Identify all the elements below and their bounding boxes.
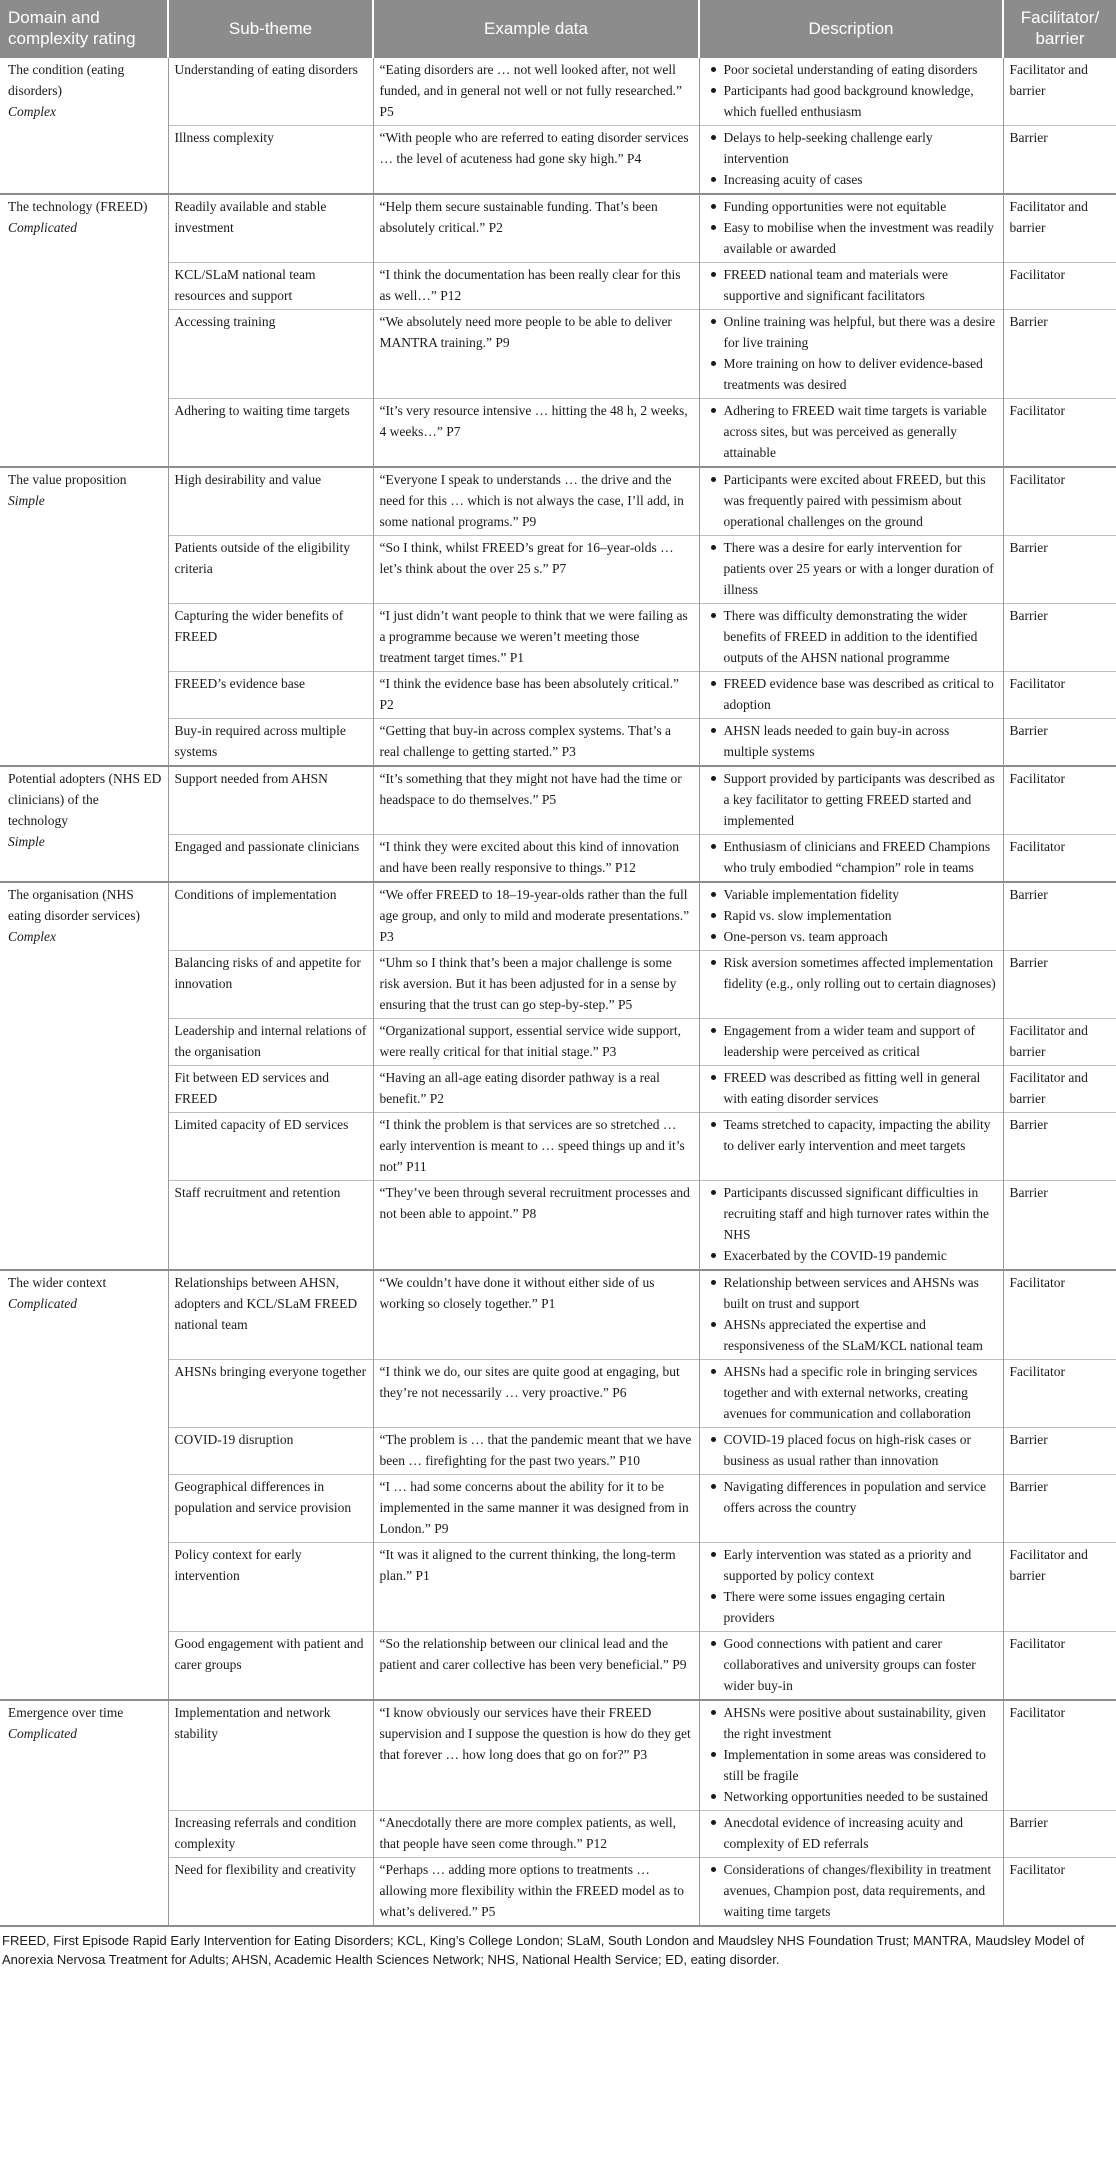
description-cell (699, 1543, 1003, 1632)
example-quote-cell: “I just didn’t want people to think that we were failing as a programme because we weren’t meeting those treatment target times.” P1 (373, 604, 699, 672)
complexity-rating: Complicated (8, 1726, 77, 1741)
description-cell (699, 1270, 1003, 1360)
sub-theme-cell: Balancing risks of and appetite for innovation (168, 951, 373, 1019)
table-row (0, 719, 1116, 767)
description-bullet: Funding opportunities were not equitable (724, 196, 997, 217)
description-bullet: Rapid vs. slow implementation (724, 905, 997, 926)
sub-theme-cell: Limited capacity of ED services (168, 1113, 373, 1181)
description-cell (699, 194, 1003, 263)
description-bullet: Good connections with patient and carer collaboratives and university groups can foster wider buy-in (724, 1633, 997, 1696)
description-cell (699, 951, 1003, 1019)
description-bullet: Variable implementation fidelity (724, 884, 997, 905)
description-cell (699, 1475, 1003, 1543)
domain-name: The organisation (NHS eating disorder services) (8, 887, 140, 923)
table-row (0, 1360, 1116, 1428)
description-bullet: Increasing acuity of cases (724, 169, 997, 190)
sub-theme-cell: Relationships between AHSN, adopters and KCL/SLaM FREED national team (168, 1270, 373, 1360)
facilitator-barrier-cell: Barrier (1003, 1113, 1116, 1181)
domain-cell (0, 57, 168, 194)
description-bullet: Adhering to FREED wait time targets is variable across sites, but was perceived as generally attainable (724, 400, 997, 463)
example-quote-cell: “I know obviously our services have their FREED supervision and I suppose the question is how do they get that forever … how long does that go on for?” P3 (373, 1700, 699, 1811)
complexity-rating: Simple (8, 834, 45, 849)
table-footnote: FREED, First Episode Rapid Early Intervention for Eating Disorders; KCL, King’s College London; SLaM, South London and Maudsley NHS Foundation Trust; MANTRA, Maudsley Model of Anorexia Nervosa Treatment for Adults; AHSN, Academic Health Sciences Network; NHS, National Health Service; ED, eating disorder. (0, 1925, 1116, 1969)
description-list (706, 605, 997, 668)
facilitator-barrier-cell: Facilitator (1003, 1700, 1116, 1811)
example-quote-cell: “I think the evidence base has been absolutely critical.” P2 (373, 672, 699, 719)
description-cell (699, 399, 1003, 468)
facilitator-barrier-cell: Barrier (1003, 536, 1116, 604)
complexity-rating: Complex (8, 929, 56, 944)
facilitator-barrier-cell: Facilitator and barrier (1003, 194, 1116, 263)
description-list (706, 1429, 997, 1471)
table-row (0, 126, 1116, 195)
table-row (0, 1811, 1116, 1858)
sub-theme-cell: COVID-19 disruption (168, 1428, 373, 1475)
description-list (706, 1020, 997, 1062)
table-row (0, 1181, 1116, 1271)
description-cell (699, 672, 1003, 719)
domain-name: The technology (FREED) (8, 199, 148, 214)
description-list (706, 469, 997, 532)
description-bullet: There was a desire for early intervention for patients over 25 years or with a longer duration of illness (724, 537, 997, 600)
domain-cell (0, 1700, 168, 1925)
sub-theme-cell: Conditions of implementation (168, 882, 373, 951)
complexity-rating: Simple (8, 493, 45, 508)
facilitator-barrier-cell: Facilitator and barrier (1003, 1019, 1116, 1066)
description-bullet: Enthusiasm of clinicians and FREED Champions who truly embodied “champion” role in teams (724, 836, 997, 878)
description-list (706, 1702, 997, 1807)
example-quote-cell: “Eating disorders are … not well looked after, not well funded, and in general not well or not fully researched.” P5 (373, 57, 699, 126)
domain-name: The value proposition (8, 472, 127, 487)
description-bullet: Participants discussed significant difficulties in recruiting staff and high turnover rates within the NHS (724, 1182, 997, 1245)
description-cell (699, 126, 1003, 195)
example-quote-cell: “It’s something that they might not have had the time or headspace to do themselves.” P5 (373, 766, 699, 835)
description-cell (699, 766, 1003, 835)
domain-cell (0, 882, 168, 1270)
description-list (706, 673, 997, 715)
facilitator-barrier-cell: Facilitator and barrier (1003, 1066, 1116, 1113)
description-list (706, 952, 997, 994)
example-quote-cell: “Getting that buy-in across complex systems. That’s a real challenge to getting started.” P3 (373, 719, 699, 767)
sub-theme-cell: Illness complexity (168, 126, 373, 195)
description-list (706, 537, 997, 600)
example-quote-cell: “We absolutely need more people to be able to deliver MANTRA training.” P9 (373, 310, 699, 399)
example-quote-cell: “With people who are referred to eating disorder services … the level of acuteness had gone sky high.” P4 (373, 126, 699, 195)
description-bullet: One-person vs. team approach (724, 926, 997, 947)
description-list (706, 1544, 997, 1628)
example-quote-cell: “Anecdotally there are more complex patients, as well, that people have seen come through.” P12 (373, 1811, 699, 1858)
domain-name: The condition (eating disorders) (8, 62, 125, 98)
complexity-rating: Complicated (8, 1296, 77, 1311)
sub-theme-cell: Leadership and internal relations of the organisation (168, 1019, 373, 1066)
description-list (706, 1633, 997, 1696)
facilitator-barrier-cell: Facilitator (1003, 1360, 1116, 1428)
table-row (0, 1475, 1116, 1543)
table-row (0, 1428, 1116, 1475)
facilitator-barrier-cell: Barrier (1003, 1475, 1116, 1543)
description-bullet: Navigating differences in population and service offers across the country (724, 1476, 997, 1518)
description-cell (699, 1066, 1003, 1113)
description-bullet: FREED evidence base was described as critical to adoption (724, 673, 997, 715)
table-row (0, 672, 1116, 719)
table-row (0, 1113, 1116, 1181)
table-row (0, 1858, 1116, 1926)
table-row (0, 1700, 1116, 1811)
facilitator-barrier-cell: Facilitator (1003, 1270, 1116, 1360)
example-quote-cell: “They’ve been through several recruitment processes and not been able to appoint.” P8 (373, 1181, 699, 1271)
domain-name: The wider context (8, 1275, 107, 1290)
domain-name: Potential adopters (NHS ED clinicians) of the technology (8, 771, 162, 828)
description-cell (699, 882, 1003, 951)
description-cell (699, 263, 1003, 310)
description-bullet: Exacerbated by the COVID-19 pandemic (724, 1245, 997, 1266)
facilitator-barrier-cell: Facilitator (1003, 1858, 1116, 1926)
description-cell (699, 719, 1003, 767)
description-cell (699, 1811, 1003, 1858)
sub-theme-cell: Accessing training (168, 310, 373, 399)
description-bullet: AHSNs were positive about sustainability, given the right investment (724, 1702, 997, 1744)
description-bullet: AHSNs appreciated the expertise and responsiveness of the SLaM/KCL national team (724, 1314, 997, 1356)
table-row (0, 1543, 1116, 1632)
description-bullet: Anecdotal evidence of increasing acuity and complexity of ED referrals (724, 1812, 997, 1854)
table-row (0, 604, 1116, 672)
example-quote-cell: “I think the problem is that services are so stretched … early intervention is meant to … speed things up and it’s not” P11 (373, 1113, 699, 1181)
facilitator-barrier-cell: Barrier (1003, 882, 1116, 951)
description-list (706, 59, 997, 122)
header-example-data: Example data (373, 0, 699, 57)
example-quote-cell: “Uhm so I think that’s been a major challenge is some risk aversion. But it has been adjusted for in a sense by ensuring that the trust can go step-by-step.” P5 (373, 951, 699, 1019)
description-list (706, 720, 997, 762)
description-bullet: COVID-19 placed focus on high-risk cases or business as usual rather than innovation (724, 1429, 997, 1471)
description-bullet: Relationship between services and AHSNs was built on trust and support (724, 1272, 997, 1314)
facilitator-barrier-cell: Facilitator (1003, 263, 1116, 310)
description-bullet: Engagement from a wider team and support of leadership were perceived as critical (724, 1020, 997, 1062)
facilitator-barrier-cell: Barrier (1003, 126, 1116, 195)
description-cell (699, 1113, 1003, 1181)
sub-theme-cell: Staff recruitment and retention (168, 1181, 373, 1271)
description-cell (699, 604, 1003, 672)
sub-theme-cell: Good engagement with patient and carer groups (168, 1632, 373, 1701)
description-bullet: Considerations of changes/flexibility in treatment avenues, Champion post, data requirements, and waiting time targets (724, 1859, 997, 1922)
description-cell (699, 57, 1003, 126)
sub-theme-cell: Understanding of eating disorders (168, 57, 373, 126)
table-row (0, 951, 1116, 1019)
facilitator-barrier-cell: Barrier (1003, 604, 1116, 672)
facilitator-barrier-cell: Barrier (1003, 1181, 1116, 1271)
facilitator-barrier-cell: Facilitator (1003, 399, 1116, 468)
description-bullet: AHSN leads needed to gain buy-in across multiple systems (724, 720, 997, 762)
sub-theme-cell: Implementation and network stability (168, 1700, 373, 1811)
example-quote-cell: “I think they were excited about this kind of innovation and have been really responsive to things.” P12 (373, 835, 699, 883)
description-list (706, 1067, 997, 1109)
description-cell (699, 536, 1003, 604)
description-bullet: Poor societal understanding of eating disorders (724, 59, 997, 80)
complexity-rating: Complicated (8, 220, 77, 235)
table-row (0, 194, 1116, 263)
description-list (706, 264, 997, 306)
example-quote-cell: “Perhaps … adding more options to treatments … allowing more flexibility within the FREED model as to what’s delivered.” P5 (373, 1858, 699, 1926)
table-row (0, 1270, 1116, 1360)
description-list (706, 1182, 997, 1266)
facilitator-barrier-cell: Barrier (1003, 1428, 1116, 1475)
description-bullet: Support provided by participants was described as a key facilitator to getting FREED started and implemented (724, 768, 997, 831)
description-cell (699, 1360, 1003, 1428)
description-bullet: Delays to help-seeking challenge early intervention (724, 127, 997, 169)
example-quote-cell: “So the relationship between our clinical lead and the patient and carer collective has been very beneficial.” P9 (373, 1632, 699, 1701)
sub-theme-cell: Increasing referrals and condition complexity (168, 1811, 373, 1858)
example-quote-cell: “I think the documentation has been really clear for this as well…” P12 (373, 263, 699, 310)
sub-theme-cell: KCL/SLaM national team resources and support (168, 263, 373, 310)
example-quote-cell: “It was it aligned to the current thinking, the long-term plan.” P1 (373, 1543, 699, 1632)
header-sub-theme: Sub-theme (168, 0, 373, 57)
table-row (0, 1066, 1116, 1113)
table-row (0, 399, 1116, 468)
description-list (706, 1272, 997, 1356)
description-list (706, 884, 997, 947)
sub-theme-cell: Policy context for early intervention (168, 1543, 373, 1632)
example-quote-cell: “The problem is … that the pandemic meant that we have been … firefighting for the past two years.” P10 (373, 1428, 699, 1475)
table-row (0, 263, 1116, 310)
facilitator-barrier-cell: Facilitator (1003, 672, 1116, 719)
sub-theme-cell: Need for flexibility and creativity (168, 1858, 373, 1926)
example-quote-cell: “Everyone I speak to understands … the drive and the need for this … which is not always the case, I’ll add, in some national programs.” P9 (373, 467, 699, 536)
description-cell (699, 1632, 1003, 1701)
domain-cell (0, 467, 168, 766)
table-row (0, 1632, 1116, 1701)
example-quote-cell: “I … had some concerns about the ability for it to be implemented in the same manner it was designed from in London.” P9 (373, 1475, 699, 1543)
domain-cell (0, 766, 168, 882)
table-row (0, 882, 1116, 951)
domain-cell (0, 1270, 168, 1700)
table-row (0, 57, 1116, 126)
facilitator-barrier-cell: Barrier (1003, 951, 1116, 1019)
description-list (706, 768, 997, 831)
description-cell (699, 1181, 1003, 1271)
table-row (0, 835, 1116, 883)
description-cell (699, 1858, 1003, 1926)
facilitator-barrier-cell: Facilitator and barrier (1003, 57, 1116, 126)
example-quote-cell: “Organizational support, essential service wide support, were really critical for that initial stage.” P3 (373, 1019, 699, 1066)
facilitator-barrier-cell: Barrier (1003, 1811, 1116, 1858)
description-list (706, 1476, 997, 1518)
example-quote-cell: “We offer FREED to 18–19-year-olds rather than the full age group, and only to mild and moderate presentations.” P3 (373, 882, 699, 951)
table-row (0, 536, 1116, 604)
facilitator-barrier-cell: Facilitator (1003, 1632, 1116, 1701)
header-description: Description (699, 0, 1003, 57)
example-quote-cell: “It’s very resource intensive … hitting the 48 h, 2 weeks, 4 weeks…” P7 (373, 399, 699, 468)
sub-theme-cell: Readily available and stable investment (168, 194, 373, 263)
example-quote-cell: “I think we do, our sites are quite good at engaging, but they’re not necessarily … very proactive.” P6 (373, 1360, 699, 1428)
table-body (0, 57, 1116, 1925)
table-row (0, 310, 1116, 399)
description-list (706, 400, 997, 463)
sub-theme-cell: Capturing the wider benefits of FREED (168, 604, 373, 672)
description-bullet: Easy to mobilise when the investment was readily available or awarded (724, 217, 997, 259)
header-domain: Domain and complexity rating (0, 0, 168, 57)
domain-name: Emergence over time (8, 1705, 124, 1720)
example-quote-cell: “Having an all-age eating disorder pathway is a real benefit.” P2 (373, 1066, 699, 1113)
description-bullet: Networking opportunities needed to be sustained (724, 1786, 997, 1807)
description-list (706, 836, 997, 878)
table-row (0, 766, 1116, 835)
description-bullet: AHSNs had a specific role in bringing services together and with external networks, creating avenues for communication and collaboration (724, 1361, 997, 1424)
complexity-rating: Complex (8, 104, 56, 119)
description-bullet: Implementation in some areas was considered to still be fragile (724, 1744, 997, 1786)
domain-cell (0, 194, 168, 467)
table-row (0, 1019, 1116, 1066)
sub-theme-cell: Adhering to waiting time targets (168, 399, 373, 468)
sub-theme-cell: Geographical differences in population and service provision (168, 1475, 373, 1543)
facilitator-barrier-cell: Facilitator (1003, 467, 1116, 536)
description-list (706, 1859, 997, 1922)
description-bullet: FREED was described as fitting well in general with eating disorder services (724, 1067, 997, 1109)
sub-theme-cell: High desirability and value (168, 467, 373, 536)
description-list (706, 196, 997, 259)
description-list (706, 1361, 997, 1424)
sub-theme-cell: Fit between ED services and FREED (168, 1066, 373, 1113)
facilitator-barrier-cell: Barrier (1003, 719, 1116, 767)
description-bullet: Participants were excited about FREED, but this was frequently paired with pessimism about operational challenges on the ground (724, 469, 997, 532)
example-quote-cell: “So I think, whilst FREED’s great for 16–year-olds … let’s think about the over 25 s.” P7 (373, 536, 699, 604)
description-bullet: There were some issues engaging certain providers (724, 1586, 997, 1628)
description-list (706, 1114, 997, 1156)
description-cell (699, 467, 1003, 536)
description-list (706, 1812, 997, 1854)
description-cell (699, 310, 1003, 399)
description-cell (699, 1019, 1003, 1066)
description-bullet: Participants had good background knowledge, which fuelled enthusiasm (724, 80, 997, 122)
example-quote-cell: “We couldn’t have done it without either side of us working so closely together.” P1 (373, 1270, 699, 1360)
table-row (0, 467, 1116, 536)
description-cell (699, 1428, 1003, 1475)
description-cell (699, 1700, 1003, 1811)
description-list (706, 127, 997, 190)
sub-theme-cell: Patients outside of the eligibility criteria (168, 536, 373, 604)
description-bullet: Teams stretched to capacity, impacting the ability to deliver early intervention and meet targets (724, 1114, 997, 1156)
sub-theme-cell: Support needed from AHSN (168, 766, 373, 835)
description-bullet: Early intervention was stated as a priority and supported by policy context (724, 1544, 997, 1586)
facilitator-barrier-cell: Facilitator (1003, 835, 1116, 883)
description-cell (699, 835, 1003, 883)
description-bullet: More training on how to deliver evidence-based treatments was desired (724, 353, 997, 395)
header-facilitator-barrier: Facilitator/ barrier (1003, 0, 1116, 57)
description-list (706, 311, 997, 395)
facilitator-barrier-cell: Facilitator (1003, 766, 1116, 835)
description-bullet: There was difficulty demonstrating the wider benefits of FREED in addition to the identified outputs of the AHSN national programme (724, 605, 997, 668)
description-bullet: Risk aversion sometimes affected implementation fidelity (e.g., only rolling out to certain diagnoses) (724, 952, 997, 994)
example-quote-cell: “Help them secure sustainable funding. That’s been absolutely critical.” P2 (373, 194, 699, 263)
facilitator-barrier-cell: Facilitator and barrier (1003, 1543, 1116, 1632)
description-bullet: FREED national team and materials were supportive and significant facilitators (724, 264, 997, 306)
table-header (0, 0, 1116, 57)
sub-theme-cell: Buy-in required across multiple systems (168, 719, 373, 767)
facilitator-barrier-cell: Barrier (1003, 310, 1116, 399)
sub-theme-cell: FREED’s evidence base (168, 672, 373, 719)
description-bullet: Online training was helpful, but there was a desire for live training (724, 311, 997, 353)
sub-theme-cell: AHSNs bringing everyone together (168, 1360, 373, 1428)
sub-theme-cell: Engaged and passionate clinicians (168, 835, 373, 883)
